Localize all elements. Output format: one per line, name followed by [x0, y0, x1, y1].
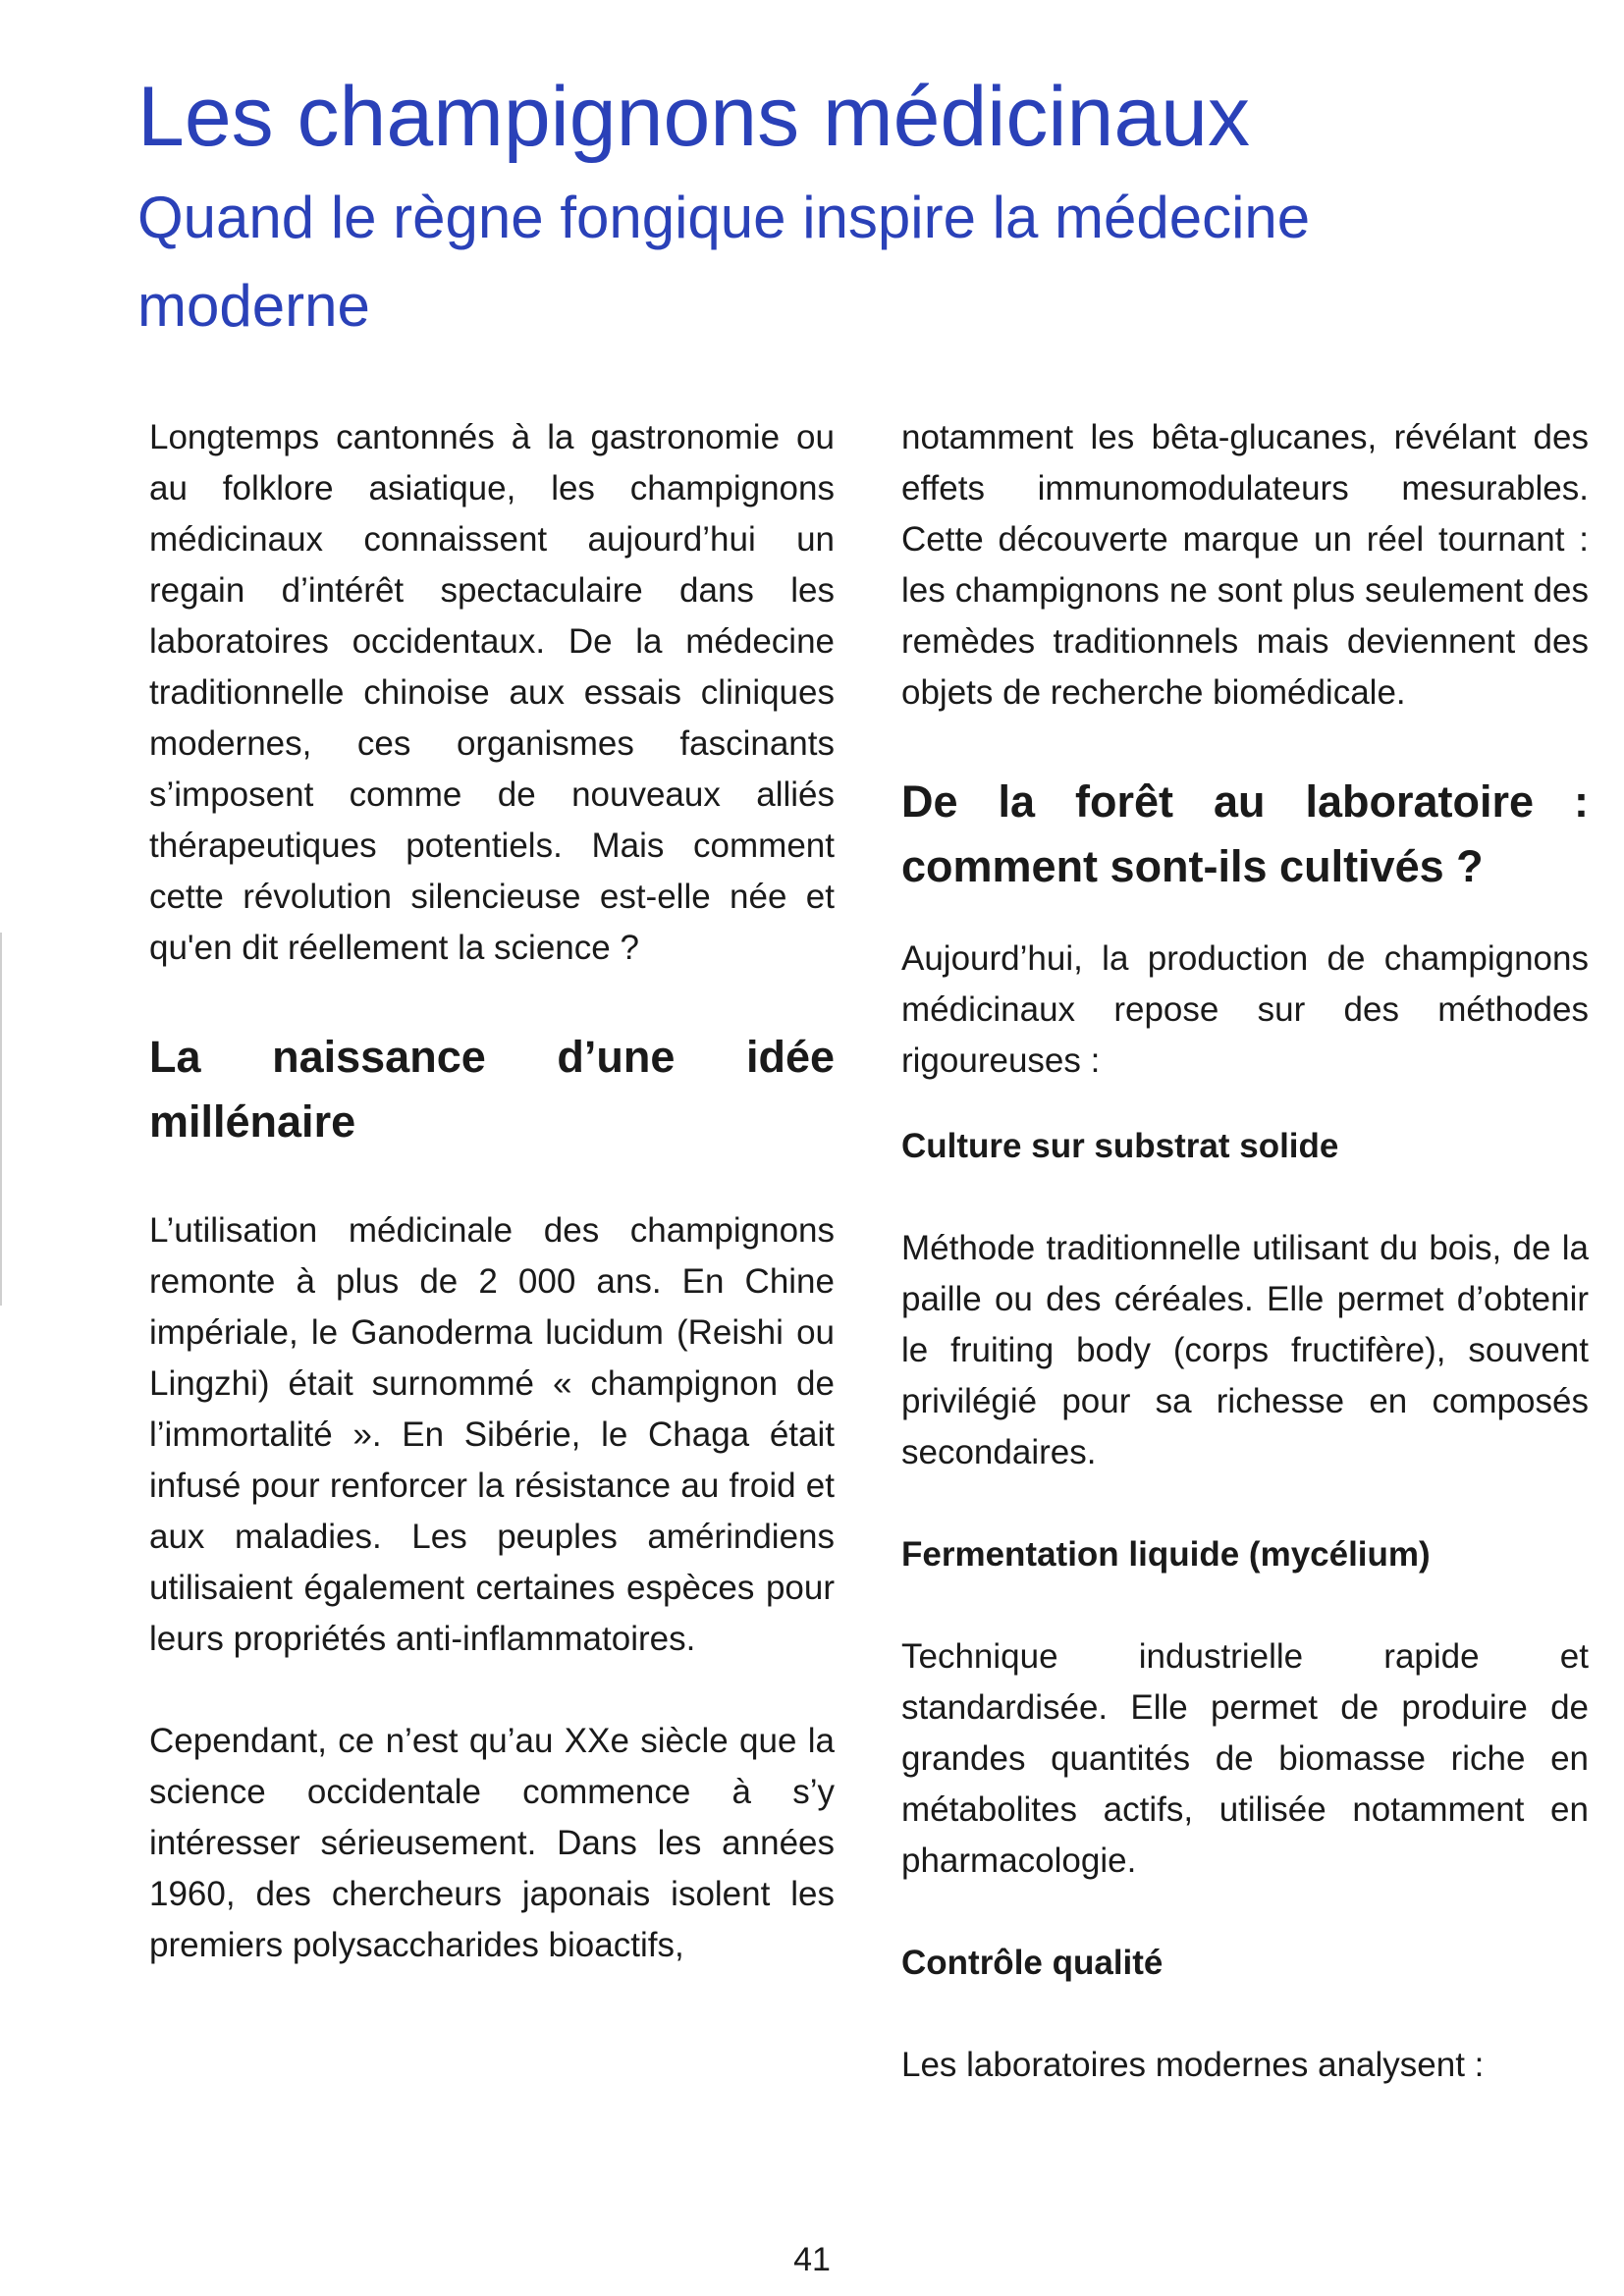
solid-substrate-text: Méthode traditionnelle utilisant du bois, de la paille ou des céréales. Elle permet d’obtenir le fruiting body (corps fructifère), souvent privilégié pour sa richesse en composés secondaires.: [901, 1229, 1589, 1471]
intro-paragraph: Longtemps cantonnés à la gastronomie ou au folklore asiatique, les champignons médicinaux connaissent aujourd’hui un regain d’intérêt spectaculaire dans les laboratoires occidentaux. De la médecine traditionnelle chinoise aux essais cliniques modernes, ces organismes fascinants s’imposent comme de nouveaux alliés thérapeutiques potentiels. Mais comment cette révolution silencieuse est-elle née et qu'en dit réellement la science ?: [149, 418, 835, 967]
section-heading-cultivation: De la forêt au laboratoire : comment sont-ils cultivés ?: [901, 776, 1589, 891]
origins-paragraph-2: Cependant, ce n’est qu’au XXe siècle que la science occidentale commence à s’y intéresser sérieusement. Dans les années 1960, des chercheurs japonais isolent les premiers polysaccharides bioactifs,: [149, 1722, 835, 1964]
liquid-fermentation-text: Technique industrielle rapide et standardisée. Elle permet de produire de grandes quantités de biomasse riche en métabolites actifs, utilisée notamment en pharmacologie.: [901, 1637, 1589, 1880]
article-header: [137, 69, 1512, 350]
subheading-liquid-fermentation: Fermentation liquide (mycélium): [901, 1535, 1431, 1574]
margin-rule: [0, 933, 2, 1306]
section-heading-origins: La naissance d’une idée millénaire: [149, 1032, 835, 1147]
article-title: Les champignons médicinaux: [137, 70, 1250, 164]
left-column: [149, 412, 835, 1971]
article-subtitle: Quand le règne fongique inspire la médecine moderne: [137, 184, 1311, 339]
continuation-paragraph: notamment les bêta-glucanes, révélant des effets immunomodulateurs mesurables. Cette découverte marque un réel tournant : les champignons ne sont plus seulement des remèdes traditionnels mais deviennent des objets de recherche biomédicale.: [901, 418, 1589, 712]
page-number: 41: [793, 2241, 831, 2278]
cultivation-intro: Aujourd’hui, la production de champignons médicinaux repose sur des méthodes rigoureuses :: [901, 939, 1589, 1080]
subheading-solid-substrate: Culture sur substrat solide: [901, 1127, 1339, 1165]
subheading-quality-control: Contrôle qualité: [901, 1944, 1164, 1982]
right-column: [901, 412, 1589, 2091]
origins-paragraph-1: L’utilisation médicinale des champignons remonte à plus de 2 000 ans. En Chine impériale, le Ganoderma lucidum (Reishi ou Lingzhi) était surnommé « champignon de l’immortalité ». En Sibérie, le Chaga était infusé pour renforcer la résistance au froid et aux maladies. Les peuples amérindiens utilisaient également certaines espèces pour leurs propriétés anti-inflammatoires.: [149, 1211, 835, 1658]
quality-control-text: Les laboratoires modernes analysent :: [901, 2046, 1485, 2084]
